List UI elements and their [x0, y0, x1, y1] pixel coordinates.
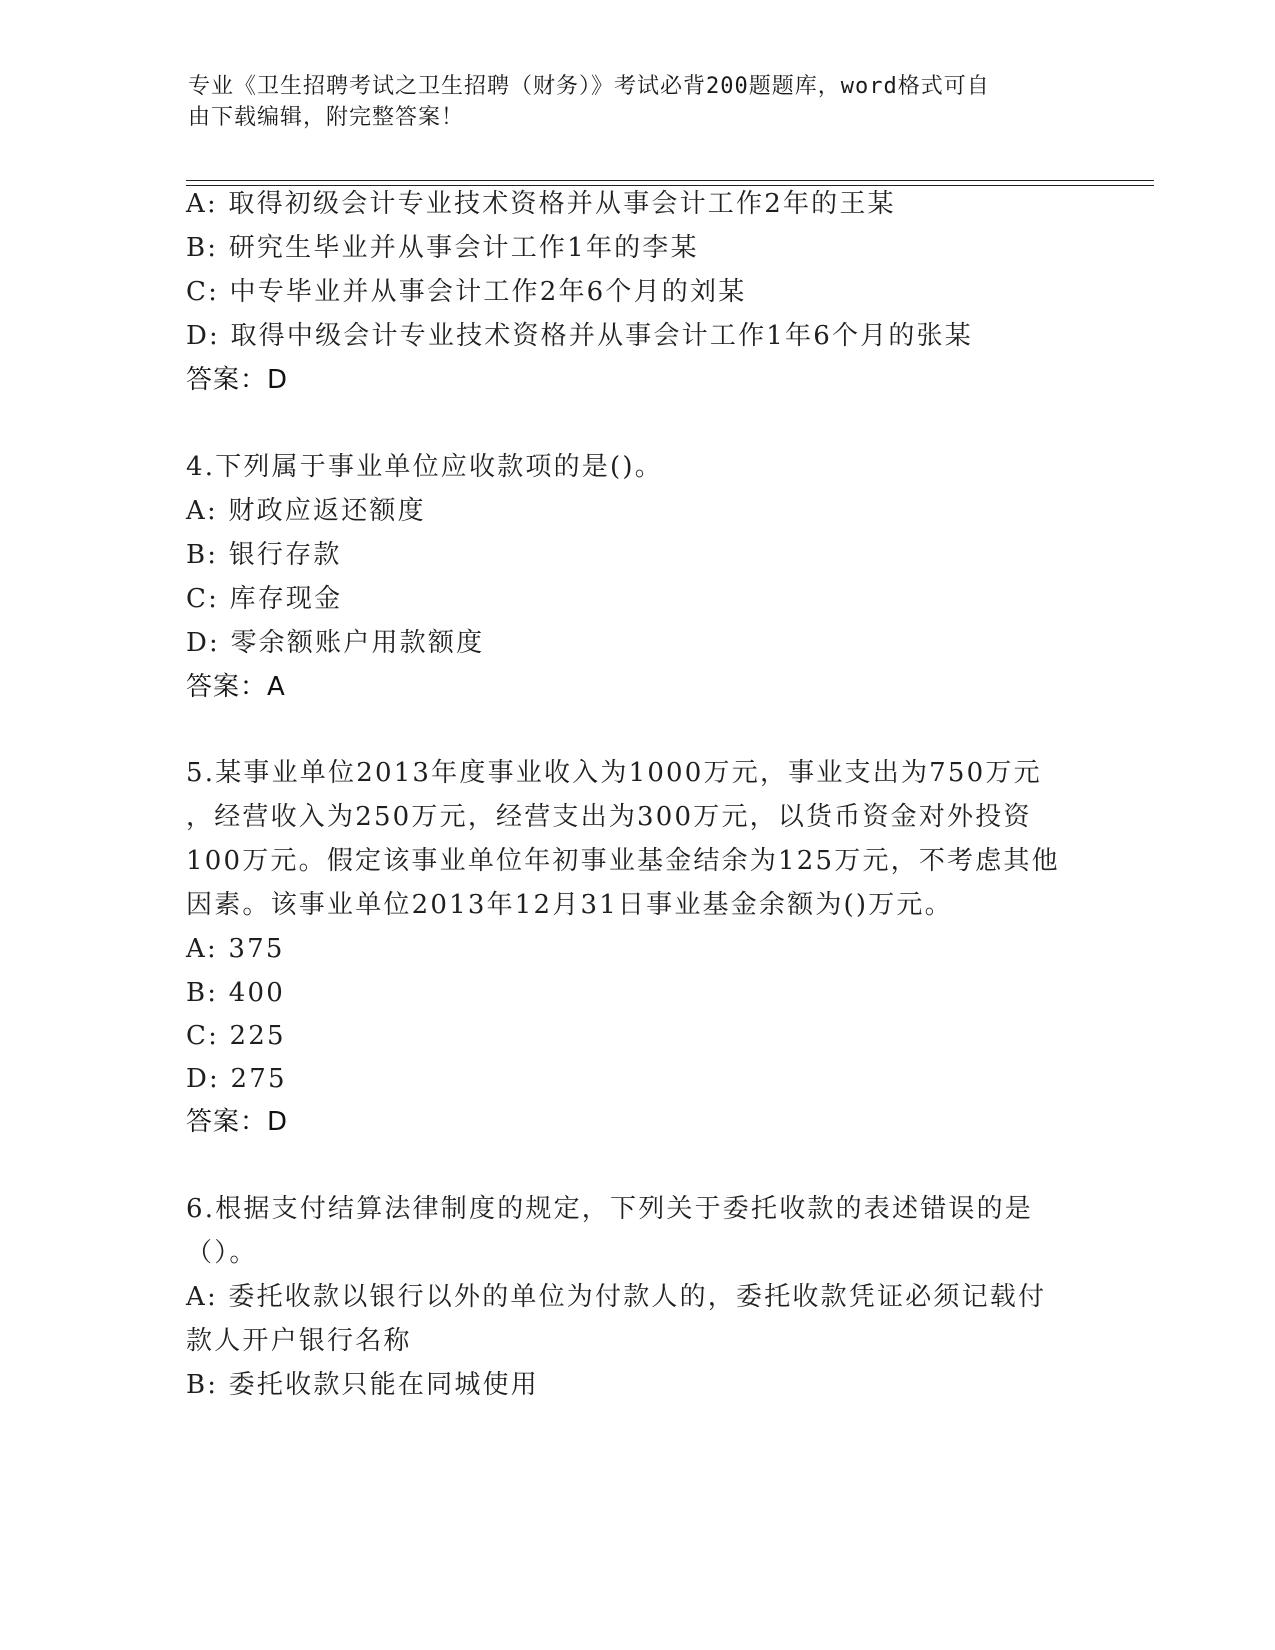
- q3-option-a: A: 取得初级会计专业技术资格并从事会计工作2年的王某: [186, 189, 896, 219]
- q3-answer: 答案：D: [186, 365, 289, 395]
- q5-stem-line-2: ，经营收入为250万元，经营支出为300万元，以货币资金对外投资: [186, 802, 1032, 832]
- header-divider-top: [186, 180, 1154, 181]
- q5-stem-line-1: 5.某事业单位2013年度事业收入为1000万元，事业支出为750万元: [186, 758, 1042, 788]
- header-divider-bottom: [186, 185, 1154, 186]
- q5-option-d: D: 275: [186, 1064, 287, 1094]
- q6-option-a-line-1: A: 委托收款以银行以外的单位为付款人的，委托收款凭证必须记载付: [186, 1282, 1047, 1312]
- q5-stem-line-3: 100万元。假定该事业单位年初事业基金结余为125万元，不考虑其他: [186, 846, 1060, 876]
- q4-answer: 答案：A: [186, 672, 286, 702]
- q3-option-d: D: 取得中级会计专业技术资格并从事会计工作1年6个月的张某: [186, 321, 973, 351]
- q5-option-a: A: 375: [186, 934, 285, 964]
- document-header: [188, 71, 1088, 133]
- q3-option-c: C: 中专毕业并从事会计工作2年6个月的刘某: [186, 277, 747, 307]
- q5-stem-line-4: 因素。该事业单位2013年12月31日事业基金余额为()万元。: [186, 890, 953, 920]
- q6-option-a-line-2: 款人开户银行名称: [186, 1326, 412, 1356]
- q5-option-b: B: 400: [186, 978, 285, 1008]
- q4-option-c: C: 库存现金: [186, 584, 343, 614]
- q4-option-a: A: 财政应返还额度: [186, 496, 426, 526]
- q5-answer: 答案：D: [186, 1107, 289, 1137]
- header-line-1: 专业《卫生招聘考试之卫生招聘（财务）》考试必背200题题库，word格式可自: [188, 74, 990, 99]
- q3-option-b: B: 研究生毕业并从事会计工作1年的李某: [186, 233, 699, 263]
- q4-option-d: D: 零余额账户用款额度: [186, 628, 485, 658]
- q5-option-c: C: 225: [186, 1021, 286, 1051]
- q6-stem-line-2: （）。: [186, 1238, 258, 1268]
- header-line-2: 由下载编辑，附完整答案！: [188, 105, 465, 130]
- q4-option-b: B: 银行存款: [186, 540, 342, 570]
- q4-stem: 4.下列属于事业单位应收款项的是()。: [186, 452, 663, 482]
- q6-option-b: B: 委托收款只能在同城使用: [186, 1370, 539, 1400]
- q6-stem-line-1: 6.根据支付结算法律制度的规定，下列关于委托收款的表述错误的是: [186, 1194, 1034, 1224]
